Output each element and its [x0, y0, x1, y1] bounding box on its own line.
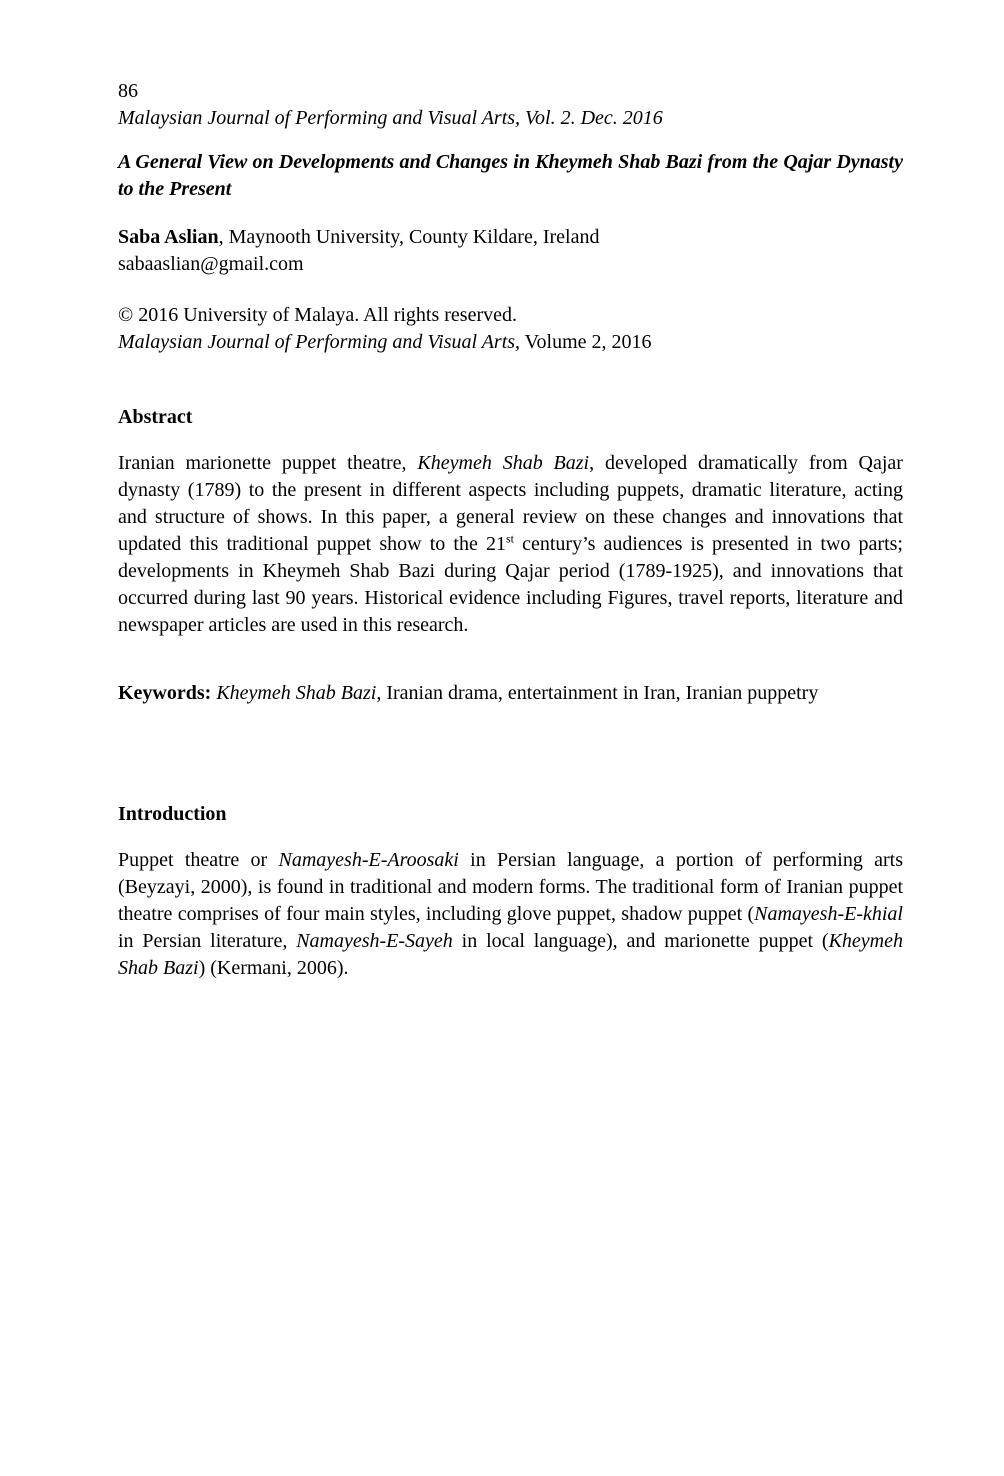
author-line: Saba Aslian, Maynooth University, County Kildare, Ireland — [118, 226, 600, 248]
email-line: sabaaslian@gmail.com — [118, 253, 304, 275]
page-header — [118, 78, 903, 132]
volume-line: Malaysian Journal of Performing and Visual Arts, Volume 2, 2016 — [118, 331, 652, 353]
keywords-line: Keywords: Kheymeh Shab Bazi, Iranian drama, entertainment in Iran, Iranian puppetry — [118, 682, 819, 704]
copyright-line: © 2016 University of Malaya. All rights reserved. — [118, 304, 518, 326]
introduction-paragraph: Puppet theatre or Namayesh-E-Aroosaki in Persian language, a portion of performing arts (Beyzayi, 2000), is found in traditional and modern forms. The traditional form of Iranian puppet theatre comprises of four main styles, including glove puppet, shadow puppet (Namayesh-E-khial in Persian literature, Namayesh-E-Sayeh in local language), and marionette puppet (Kheymeh Shab Bazi) (Kermani, 2006). — [118, 849, 904, 979]
abstract-heading: Abstract — [118, 406, 193, 428]
copyright-block — [118, 302, 903, 356]
abstract-paragraph: Iranian marionette puppet theatre, Kheymeh Shab Bazi, developed dramatically from Qajar dynasty (1789) to the present in different aspects including puppets, dramatic literature, acting and structure of shows. In this paper, a general review on these changes and innovations that updated this traditional puppet show to the 21st century’s audiences is presented in two parts; developments in Kheymeh Shab Bazi during Qajar period (1789-1925), and innovations that occurred during last 90 years. Historical evidence including Figures, travel reports, literature and newspaper articles are used in this research. — [118, 452, 903, 636]
journal-header-line: Malaysian Journal of Performing and Visual Arts, Vol. 2. Dec. 2016 — [118, 107, 663, 129]
paper-title: A General View on Developments and Changes in Kheymeh Shab Bazi from the Qajar Dynasty to the Present — [118, 151, 903, 200]
author-block — [118, 224, 903, 278]
page-number: 86 — [118, 80, 138, 102]
introduction-heading: Introduction — [118, 803, 227, 825]
